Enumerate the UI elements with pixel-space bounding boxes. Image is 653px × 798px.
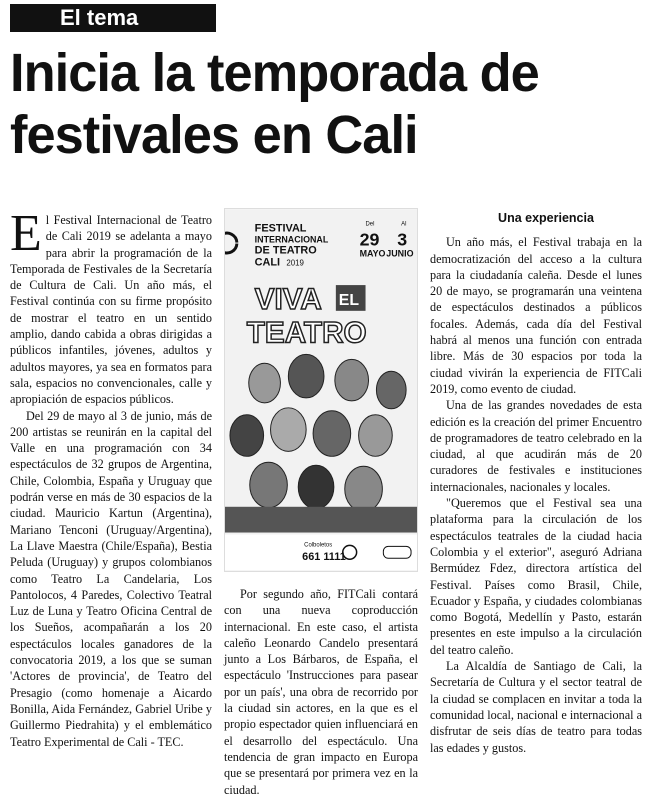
poster-from-month: MAYO: [359, 248, 386, 259]
poster-phone: 661 1111: [302, 551, 346, 564]
article-column-2: [224, 586, 418, 798]
poster-festival-line3: DE TEATRO: [254, 244, 317, 257]
poster-festival-line2: INTERNACIONAL: [254, 234, 329, 245]
dropcap: E: [10, 205, 42, 262]
paragraph-7: La Alcaldía de Santiago de Cali, la Secretaría de Cultura y el sector teatral de la ciudad se complacen en invitar a toda la comunidad local, nacional e internacional a disfrutar de seis días de teatro para todas las edades y gustos.: [430, 659, 642, 755]
poster-to-label: Al: [401, 221, 407, 228]
section-tag: El tema: [10, 4, 216, 32]
poster-to-month: JUNIO: [386, 248, 414, 259]
paragraph-5: Una de las grandes novedades de esta edición es la creación del primer Encuentro de programadores de teatro celebrado en la ciudad, al que acudirán más de 20 curadores de festivales e instituciones internacionales, nacionales y locales.: [430, 398, 642, 494]
paragraph-2: Del 29 de mayo al 3 de junio, más de 200 artistas se reunirán en la capital del Valle en una programación con 34 espectáculos de 32 grupos de Argentina, Chile, Colombia, España y Uruguay que podrán verse en más de 30 espacios de la ciudad. Mauricio Kartun (Argentina), Mariano Tenconi (Uruguay/Argentina), La Llave Maestra (Chile/España), Bestia Peluda (Uruguay) y grupos colombianos como Teatro La Candelaria, Los Pantolocos, 4 Paredes, Colectivo Teatral Luz de Luna y Teatro Oficina Central de los Sueños, acompañarán a los 20 espectáculos locales ganadores de la convocatoria 2019, a los que se suman 'Actores de provincia', de Teatro del Presagio (como homenaje a Aicardo Bonilla, Aida Fernández, Gabriel Uribe y Guillermo Piedrahita) y el emblemático Teatro Experimental de Cali - TEC.: [10, 408, 212, 749]
poster-slogan-el: EL: [338, 291, 360, 309]
article-column-3: [430, 210, 642, 756]
subhead: Una experiencia: [498, 211, 594, 225]
headline: Inicia la temporada de festivales en Cali: [10, 43, 539, 165]
poster-graphic: [225, 209, 417, 571]
paragraph-3: Por segundo año, FITCali contará con una nueva coproducción internacional. En este caso, el artista caleño Leonardo Candelo presentará junto a Los Bárbaros, de España, el espectáculo 'Instrucciones para pasear por un país', una obra de recorrido por la ciudad sin actores, en la que es el propio espectador quien influenciará en el desarrollo del espectáculo. Una tendencia de gran impacto en Europa que se presentará por primera vez en la ciudad.: [224, 587, 418, 797]
poster-tickets: Colboletos: [304, 542, 333, 549]
poster-festival-line1: FESTIVAL: [254, 222, 307, 235]
paragraph-4: Un año más, el Festival trabaja en la democratización del acceso a la cultura para la ciudadanía caleña. Desde el lunes 20 de mayo, se programarán una veintena de espectáculos destinados a públicos focales. Además, cada día del Festival habrá al menos una función con entrada libre. Más de 30 espacios por toda la ciudad vivirán la experiencia de FITCali 2019, como evento de ciudad.: [430, 235, 642, 396]
paragraph-6: "Queremos que el Festival sea una plataforma para la circulación de los espectáculos teatrales de la ciudad hacia Colombia y el exterior", aseguró Adriana Bermúdez Fdez, directora artística del Festival. Países como Brasil, Chile, Ecuador y España, y ciudades colombianas como Bogotá, Medellín y Pasto, estarán presentes en este impulso a la circulación del teatro caleño.: [430, 496, 642, 657]
festival-poster: [224, 208, 418, 572]
poster-year: 2019: [286, 258, 304, 268]
poster-from-label: Del: [365, 221, 375, 228]
poster-from-day: 29: [359, 229, 380, 250]
article-column-1: [10, 205, 212, 750]
poster-slogan-1: VIVA: [254, 282, 322, 316]
poster-to-day: 3: [397, 229, 408, 250]
paragraph-1: [10, 205, 212, 408]
paragraph-1-text: l Festival Internacional de Teatro de Cali 2019 se adelanta a mayo para abrir la programación de la Temporada de Festivales de la Secretaría de Cultura de Cali. Un año más, el Festival continúa con su firme propósito de mostrar el teatro en un sentido amplio, dando cabida a obras dirigidas a públicos infantiles, jóvenes, adultos y adultos mayores, ya sea en formatos para sala, espacios no convencionales, calle y apropiación de espacios públicos.: [10, 213, 212, 407]
poster-festival-line4: CALI: [254, 256, 281, 269]
poster-slogan-2: TEATRO: [246, 316, 367, 350]
